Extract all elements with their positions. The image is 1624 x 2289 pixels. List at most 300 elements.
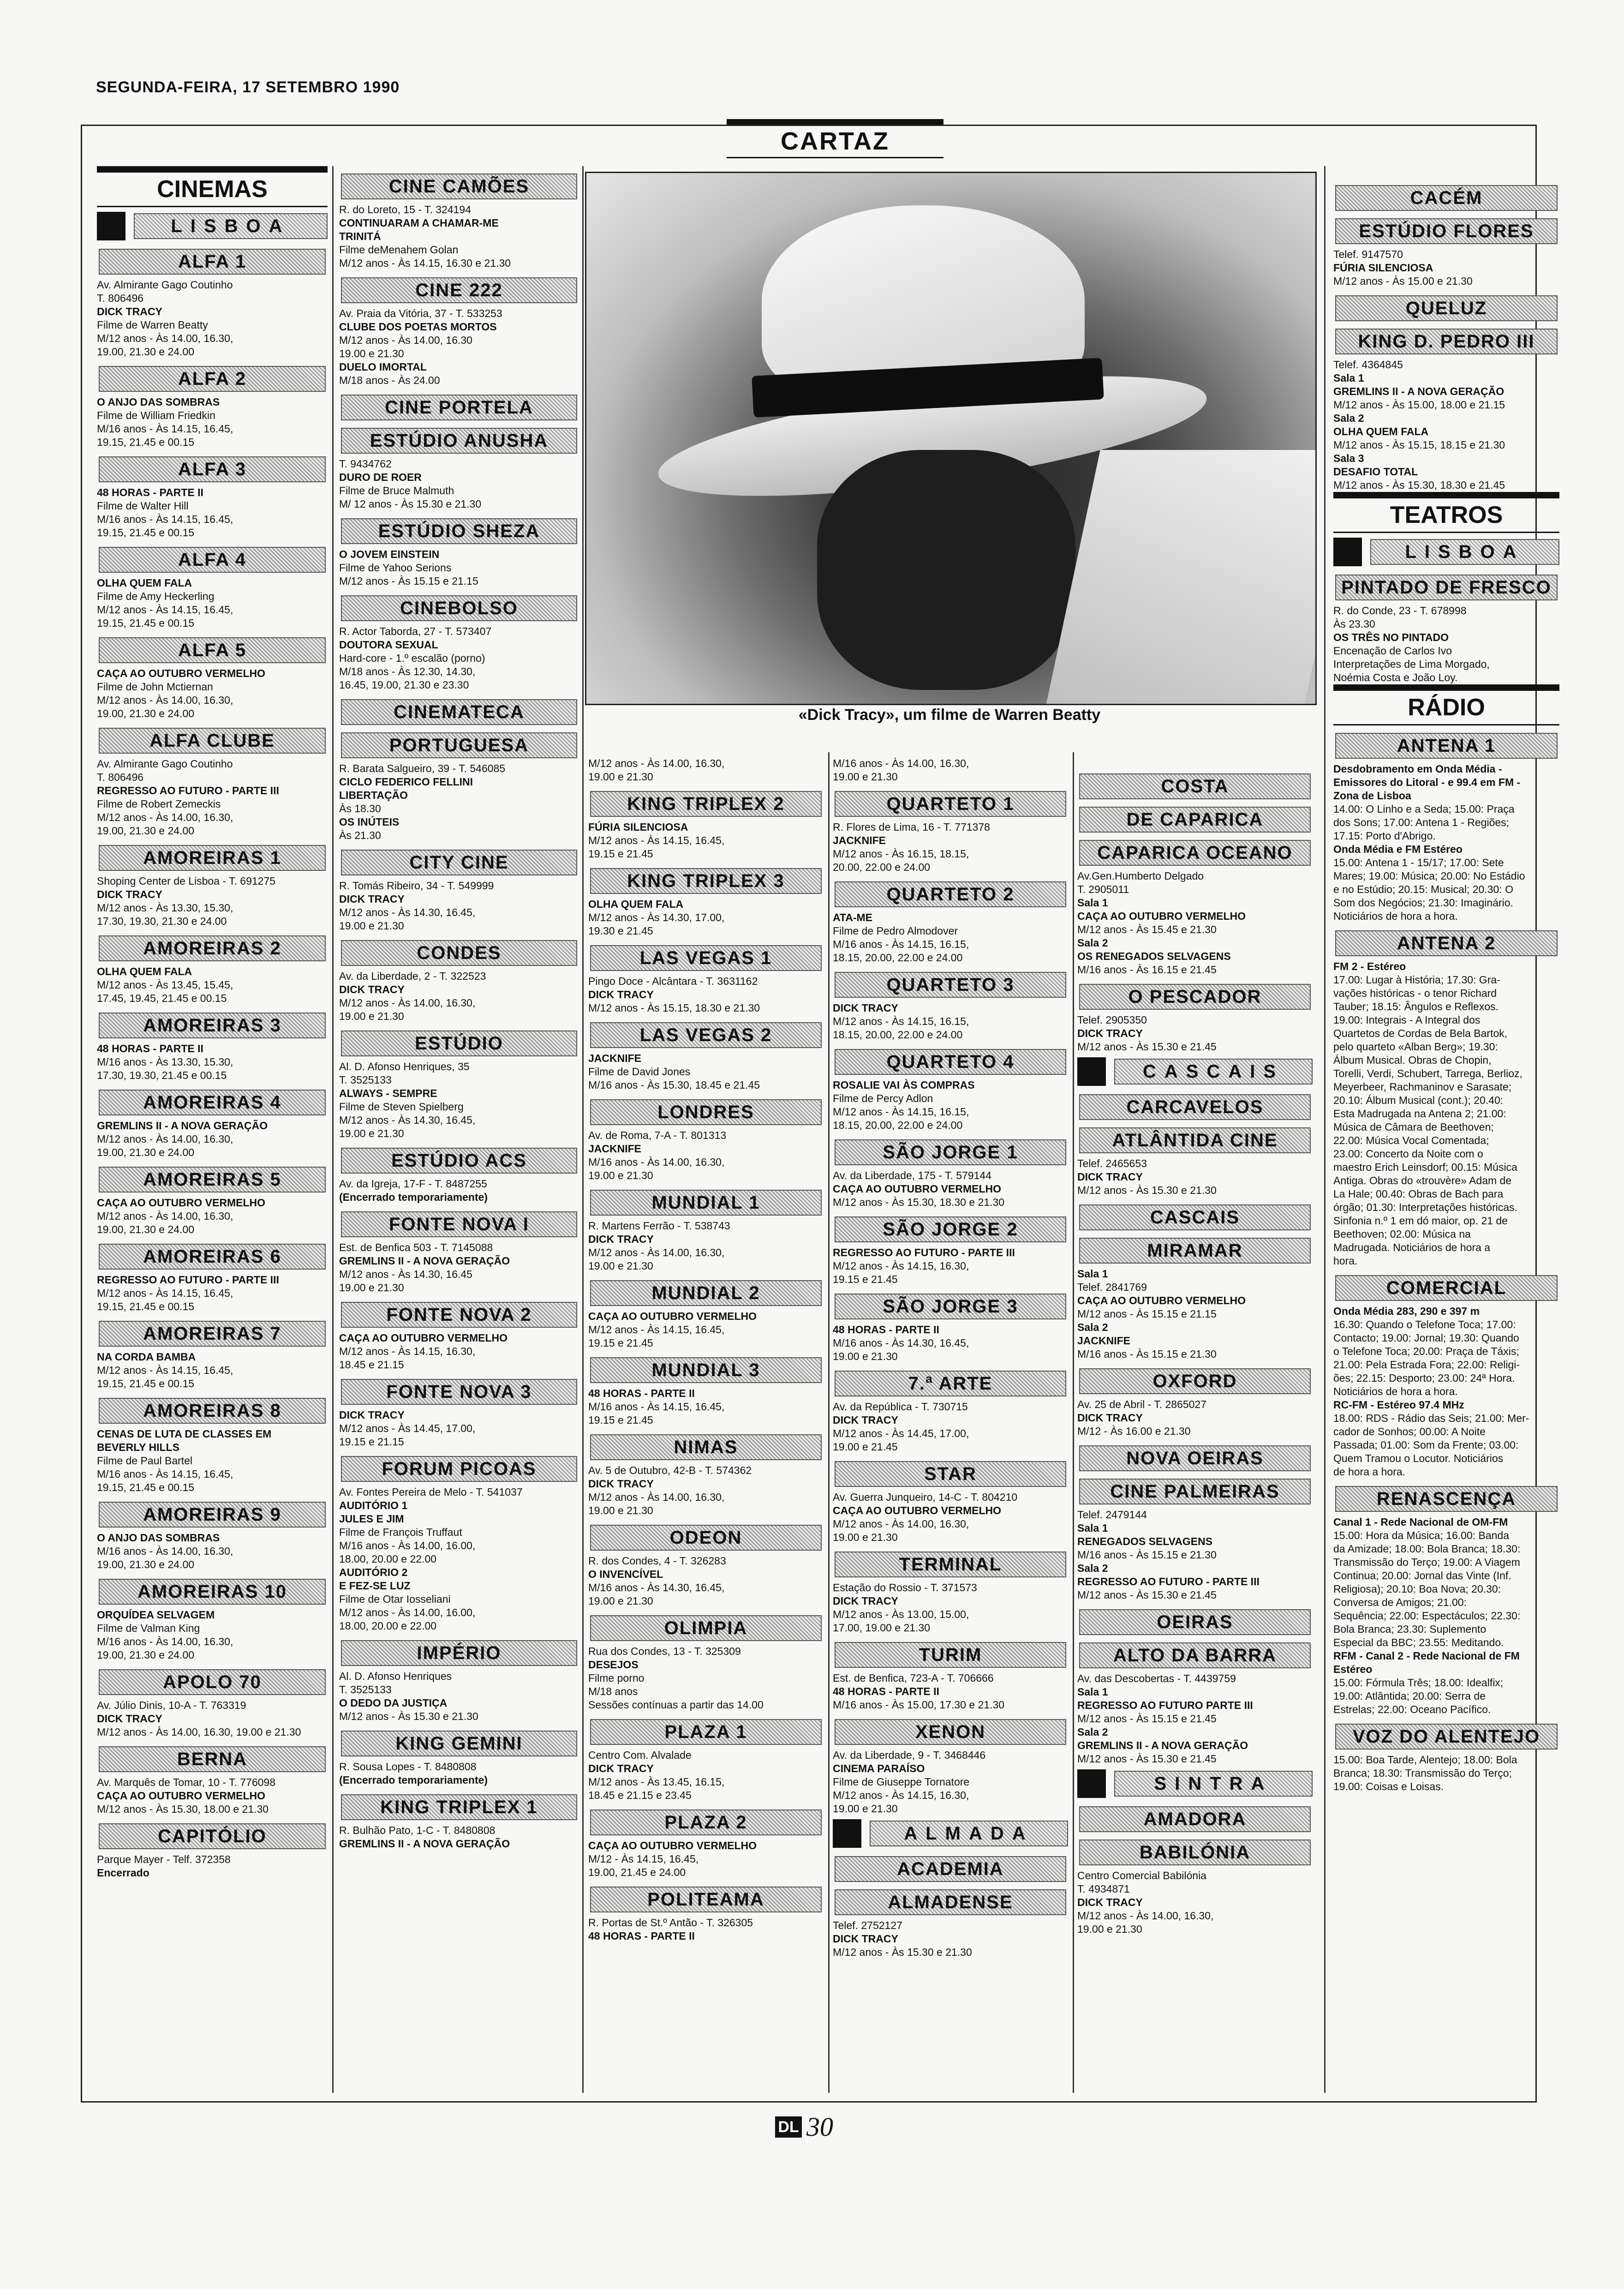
listing-line: 21.00: Pela Estrada Fora; 22.00: Religi- <box>1333 1359 1520 1371</box>
page-number: 30 <box>806 2112 833 2142</box>
listing-line: M/12 anos - Às 14.30, 16.45, <box>339 906 476 918</box>
listing-line: 19.00, 21.30 e 24.00 <box>97 825 195 837</box>
venue-name-bar: ESTÚDIO SHEZA <box>341 518 577 544</box>
venue-name-bar: CINE PORTELA <box>341 395 577 420</box>
listing-line: M/16 anos - Às 14.15, 16.45, <box>97 1468 233 1480</box>
venue-name-bar: ESTÚDIO FLORES <box>1335 218 1558 244</box>
black-square-icon <box>833 1819 861 1848</box>
listing-line: Bola Branca; 23.30: Suplemento <box>1333 1623 1487 1635</box>
listing-title: GREMLINS II - A NOVA GERAÇÃO <box>1333 385 1505 397</box>
venue-name-bar: COMERCIAL <box>1335 1275 1558 1301</box>
listing-title: O INVENCÍVEL <box>588 1568 663 1580</box>
listing-title: Sala 2 <box>1077 1321 1108 1333</box>
listing-line: M/12 anos - Às 15.15, 18.15 e 21.30 <box>1333 439 1505 451</box>
listing-title: FÚRIA SILENCIOSA <box>1333 262 1433 274</box>
listing-line: Meyerbeer, Rachmaninov e Sarasate; <box>1333 1081 1512 1093</box>
listing-line: M/12 anos - Às 13.00, 15.00, <box>833 1608 969 1620</box>
venue-name-bar: ALFA 3 <box>99 456 326 482</box>
listing-line: Torelli, Verdi, Schubert, Tarrega, Berlioz, <box>1333 1067 1522 1079</box>
listing-line: M/12 anos - Às 14.00, 16.30, <box>97 811 233 823</box>
listing-line: 19.00, 21.30 e 24.00 <box>97 346 195 358</box>
listing-line: Filme de William Friedkin <box>97 409 215 421</box>
listing-title: O ANJO DAS SOMBRAS <box>97 396 220 408</box>
listing-line: M/12 anos - Às 14.00, 16.30, <box>1077 1910 1214 1922</box>
listing-title: E FEZ-SE LUZ <box>339 1580 411 1592</box>
venue-name-bar: ACADEMIA <box>835 1856 1066 1882</box>
listing-title: O JOVEM EINSTEIN <box>339 548 440 560</box>
listing-line: Encenação de Carlos Ivo <box>1333 645 1452 657</box>
listing-line: M/12 anos - Às 14.00, 16.30, <box>588 1246 725 1258</box>
listing-line: Av. Guerra Junqueiro, 14-C - T. 804210 <box>833 1491 1018 1503</box>
listing-line: R. Portas de St.º Antão - T. 326305 <box>588 1917 753 1929</box>
venue-name-bar: AMOREIRAS 2 <box>99 935 326 961</box>
listing-title: Sala 1 <box>1077 1686 1108 1698</box>
listing-line: 19.00 e 21.30 <box>339 1010 404 1022</box>
listing-line: 18.45 e 21.15 <box>339 1359 404 1371</box>
listing-line: M/12 - Às 16.00 e 21.30 <box>1077 1425 1191 1437</box>
listing-line: da Amizade; 18.00: Bola Branca; 18.30: <box>1333 1543 1521 1555</box>
listing-title: Encerrado <box>97 1867 149 1879</box>
listing-title: BEVERLY HILLS <box>97 1441 179 1453</box>
listing-line: Religiosa); 20.10: Boa Nova; 20.30: <box>1333 1583 1501 1595</box>
listing-line: Filme de Giuseppe Tornatore <box>833 1776 970 1788</box>
listing-line: M/16 anos - Às 15.15 e 21.30 <box>1077 1348 1217 1360</box>
listing-title: O ANJO DAS SOMBRAS <box>97 1532 220 1544</box>
listing-line: M/18 anos <box>588 1685 638 1697</box>
listing-line: 19.00 e 21.30 <box>1077 1923 1142 1935</box>
listing-line: órgão; 01.30: Interpretações históricas. <box>1333 1201 1517 1213</box>
listing-line: Av. da Liberdade, 9 - T. 3468446 <box>833 1749 986 1761</box>
listing-line: M/12 anos - Às 14.15, 16.45, <box>97 1287 233 1299</box>
listing-title: 48 HORAS - PARTE II <box>97 486 203 498</box>
listing-line: M/16 anos - Às 14.30, 16.45, <box>588 1582 725 1594</box>
listing-title: DOUTORA SEXUAL <box>339 639 438 651</box>
listing-title: GREMLINS II - A NOVA GERAÇÃO <box>339 1838 510 1850</box>
listing-line: cador de Sonhos; 00.00: A Noite <box>1333 1426 1486 1438</box>
listing-line: Av. da República - T. 730715 <box>833 1401 968 1413</box>
listing-title: JACKNIFE <box>588 1052 642 1064</box>
venue-name-bar: ALFA 5 <box>99 637 326 663</box>
listing-title: Canal 1 - Rede Nacional de OM-FM <box>1333 1516 1508 1528</box>
listing-title: Sala 2 <box>1077 1726 1108 1738</box>
venue-name-bar: PLAZA 2 <box>590 1810 822 1835</box>
venue-name-bar: BERNA <box>99 1746 326 1772</box>
venue-name-bar: AMADORA <box>1079 1806 1311 1832</box>
listing-line: Mares; 19.00: Música; 20.00: No Estádio <box>1333 870 1525 882</box>
listing-title: CINEMA PARAÍSO <box>833 1762 925 1774</box>
listing-line: 19.00 e 21.30 <box>339 1127 404 1139</box>
black-square-icon <box>97 212 125 240</box>
listing-line: R. Flores de Lima, 16 - T. 771378 <box>833 821 990 833</box>
venue-name-bar: AMOREIRAS 1 <box>99 845 326 871</box>
listing-title: Emissores do Litoral - e 99.4 em FM - <box>1333 776 1521 788</box>
listing-line: 19.15 e 21.45 <box>588 848 653 860</box>
listing-title: OS RENEGADOS SELVAGENS <box>1077 950 1231 962</box>
venue-name-bar: DE CAPARICA <box>1079 807 1311 833</box>
listing-line: 19.00 e 21.30 <box>588 1504 653 1516</box>
listing-title: DICK TRACY <box>1077 1412 1143 1424</box>
listing-line: Noémia Costa e João Loy. <box>1333 671 1458 683</box>
listing-line: Filme de Steven Spielberg <box>339 1101 464 1113</box>
listing-title: ROSALIE VAI ÀS COMPRAS <box>833 1079 975 1091</box>
listing-title: CAÇA AO OUTUBRO VERMELHO <box>833 1183 1002 1195</box>
column-divider <box>332 166 334 2093</box>
listing-title: Sala 1 <box>1077 1522 1108 1534</box>
listing-line: M/12 anos - Às 14.15, 16.45, <box>97 1364 233 1376</box>
listing-title: CAÇA AO OUTUBRO VERMELHO <box>1077 1294 1246 1306</box>
listing-title: Sala 1 <box>1077 897 1108 909</box>
listing-line: Telef. 2465653 <box>1077 1157 1147 1169</box>
listing-line: Av. 5 de Outubro, 42-B - T. 574362 <box>588 1464 752 1476</box>
venue-name-bar: AMOREIRAS 6 <box>99 1244 326 1270</box>
listing-line: Av. da Liberdade, 175 - T. 579144 <box>833 1169 991 1181</box>
listing-line: Madrugada. Noticiários de hora a <box>1333 1241 1491 1253</box>
listing-title: GREMLINS II - A NOVA GERAÇÃO <box>1077 1739 1248 1751</box>
listing-line: Rua dos Condes, 13 - T. 325309 <box>588 1645 741 1657</box>
venue-name-bar: PLAZA 1 <box>590 1719 822 1745</box>
listing-line: 19.00, 21.45 e 24.00 <box>588 1866 686 1878</box>
listing-title: DURO DE ROER <box>339 471 422 483</box>
listing-title: 48 HORAS - PARTE II <box>833 1685 939 1697</box>
listing-line: 22.00: Música Vocal Comentada; <box>1333 1134 1489 1146</box>
listing-title: DICK TRACY <box>833 1002 898 1014</box>
listing-line: Filme de François Truffaut <box>339 1526 462 1538</box>
section-heading: RÁDIO <box>1333 684 1559 725</box>
listing-title: REGRESSO AO FUTURO - PARTE III <box>833 1246 1015 1258</box>
listing-title: DICK TRACY <box>833 1595 898 1607</box>
listing-line: M/12 anos - Às 15.30 e 21.45 <box>1077 1041 1217 1053</box>
venue-name-bar: BABILÓNIA <box>1079 1840 1311 1865</box>
venue-name-bar: CACÉM <box>1335 185 1558 211</box>
column-divider <box>828 752 830 2093</box>
listing-line: Especial da BBC; 23.55: Meditando. <box>1333 1636 1504 1648</box>
venue-name-bar: MUNDIAL 2 <box>590 1280 822 1306</box>
venue-name-bar: VOZ DO ALENTEJO <box>1335 1724 1558 1750</box>
listing-line: Av. Marquês de Tomar, 10 - T. 776098 <box>97 1776 275 1788</box>
venue-name-bar: QUELUZ <box>1335 295 1558 321</box>
listing-title: JACKNIFE <box>1077 1335 1131 1347</box>
listing-line: Telef. 9147570 <box>1333 248 1403 260</box>
listing-line: 23.00: Concerto da Noite com o <box>1333 1148 1483 1160</box>
listing-line: Estrelas; 22.00: Oceano Pacífico. <box>1333 1703 1491 1715</box>
listing-line: 15.00: Antena 1 - 15/17; 17.00: Sete <box>1333 857 1504 869</box>
listing-line: 17.30, 19.30, 21.45 e 00.15 <box>97 1069 227 1081</box>
listing-line: 19.00 e 21.30 <box>339 348 404 360</box>
listing-title: DICK TRACY <box>833 1414 898 1426</box>
listing-line: M/12 anos - Às 16.15, 18.15, <box>833 848 969 860</box>
listing-line: Às 21.30 <box>339 829 381 841</box>
venue-name-bar: MUNDIAL 1 <box>590 1190 822 1216</box>
listing-line: Filme de Valman King <box>97 1622 200 1634</box>
listing-line: M/12 anos - Às 14.00, 16.00, <box>339 1606 476 1618</box>
listing-line: Centro Comercial Babilónia <box>1077 1870 1206 1882</box>
listing-line: Continua; 20.00: Jornal das Vinte (Inf. <box>1333 1570 1511 1582</box>
venue-name-bar: KING D. PEDRO III <box>1335 329 1558 354</box>
listing-line: Telef. 2905350 <box>1077 1014 1147 1026</box>
listing-line: 14.00: O Linho e a Seda; 15.00: Praça <box>1333 803 1515 815</box>
listing-line: Interpretações de Lima Morgado, <box>1333 658 1490 670</box>
listing-line: 18.45 e 21.15 e 23.45 <box>588 1789 692 1801</box>
venue-name-bar: SÃO JORGE 2 <box>835 1216 1066 1242</box>
listing-line: M/12 anos - Às 14.15, 16.30, <box>339 1345 476 1357</box>
listing-line: M/12 anos - Às 15.30 e 21.45 <box>1077 1589 1217 1601</box>
listing-title: Onda Média e FM Estéreo <box>1333 843 1463 855</box>
listing-line: M/12 anos - Às 15.15 e 21.15 <box>1077 1308 1217 1320</box>
listing-line: Al. D. Afonso Henriques, 35 <box>339 1061 470 1073</box>
listing-title: DICK TRACY <box>1077 1027 1143 1039</box>
listing-line: 19.00 e 21.30 <box>833 771 898 783</box>
listing-line: Telef. 2841769 <box>1077 1281 1147 1293</box>
listing-line: Av. da Liberdade, 2 - T. 322523 <box>339 970 486 982</box>
black-square-icon <box>1077 1057 1106 1086</box>
venue-name-bar: AMOREIRAS 4 <box>99 1090 326 1115</box>
listing-line: M/12 anos - Às 14.15, 16.30, <box>833 1260 969 1272</box>
listing-title: Sala 1 <box>1077 1268 1108 1280</box>
venue-name-bar: LONDRES <box>590 1099 822 1125</box>
listing-line: 19.00: Atlântida; 20.00: Serra de <box>1333 1690 1486 1702</box>
venue-name-bar: QUARTETO 2 <box>835 881 1066 907</box>
listing-line: Telef. 4364845 <box>1333 359 1403 371</box>
listing-line: M/16 anos - Às 14.30, 16.45, <box>833 1337 969 1349</box>
listing-column-5 <box>1077 766 1313 1936</box>
venue-name-bar: RENASCENÇA <box>1335 1486 1558 1512</box>
listing-line: 19.00, 21.30 e 24.00 <box>97 1558 195 1570</box>
listing-title: CICLO FEDERICO FELLINI <box>339 776 473 788</box>
listing-line: Filme de David Jones <box>588 1066 691 1078</box>
listing-line: 19.15 e 21.45 <box>588 1414 653 1426</box>
listing-title: JACKNIFE <box>588 1143 642 1155</box>
venue-name-bar: FONTE NOVA 2 <box>341 1302 577 1328</box>
listing-line: 19.00 e 21.30 <box>339 920 404 932</box>
venue-name-bar: NIMAS <box>590 1434 822 1460</box>
listing-line: Parque Mayer - Telf. 372358 <box>97 1853 231 1865</box>
black-square-icon <box>1333 538 1362 566</box>
black-square-icon <box>1077 1769 1106 1798</box>
header-date: SEGUNDA-FEIRA, 17 SETEMBRO 1990 <box>96 78 400 96</box>
listing-line: 18.00: RDS - Rádio das Seis; 21.00: Mer- <box>1333 1412 1529 1424</box>
listing-line: M/ 12 anos - Às 15.30 e 21.30 <box>339 498 482 510</box>
listing-line: M/12 anos - Às 14.30, 16.45 <box>339 1268 472 1280</box>
listing-line: Noticiários de hora a hora. <box>1333 910 1458 922</box>
listing-line: Av. Praia da Vitória, 37 - T. 533253 <box>339 307 502 319</box>
venue-name-bar: PORTUGUESA <box>341 732 577 758</box>
listing-line: o Telefone Toca; 20.00: Praça de Táxis; <box>1333 1345 1519 1357</box>
listing-title: CAÇA AO OUTUBRO VERMELHO <box>97 1197 266 1209</box>
listing-line: M/12 anos - Às 14.15, 16.30, <box>833 1789 969 1801</box>
listing-title: Desdobramento em Onda Média - <box>1333 763 1502 775</box>
listing-line: 19.15 e 21.45 <box>833 1273 898 1285</box>
listing-title: DICK TRACY <box>339 1409 405 1421</box>
listing-line: Pingo Doce - Alcântara - T. 3631162 <box>588 975 758 987</box>
listing-title: REGRESSO AO FUTURO PARTE III <box>1077 1699 1253 1711</box>
listing-title: DICK TRACY <box>97 1713 162 1725</box>
venue-name-bar: CARCAVELOS <box>1079 1094 1311 1120</box>
listing-line: Av.Gen.Humberto Delgado <box>1077 870 1204 882</box>
venue-name-bar: OXFORD <box>1079 1368 1311 1394</box>
listing-line: M/16 anos - Às 15.00, 17.30 e 21.30 <box>833 1699 1005 1711</box>
listing-line: vações históricas - o tenor Richard <box>1333 987 1497 999</box>
listing-line: M/12 anos - Às 15.30, 18.30 e 21.30 <box>833 1196 1005 1208</box>
venue-name-bar: CASCAIS <box>1079 1204 1311 1230</box>
listing-line: Av. Fontes Pereira de Melo - T. 541037 <box>339 1486 523 1498</box>
listing-title: RFM - Canal 2 - Rede Nacional de FM <box>1333 1650 1520 1662</box>
venue-name-bar: CINE 222 <box>341 277 577 303</box>
listing-line: 18.15, 20.00, 22.00 e 24.00 <box>833 1119 963 1131</box>
listing-title: CAÇA AO OUTUBRO VERMELHO <box>339 1332 508 1344</box>
listing-line: 19.00, 21.30 e 24.00 <box>97 707 195 719</box>
listing-line: Quartetos de Cordas de Bela Bartok, <box>1333 1027 1508 1039</box>
listing-line: R. do Conde, 23 - T. 678998 <box>1333 605 1467 617</box>
listing-title: CAÇA AO OUTUBRO VERMELHO <box>588 1310 757 1322</box>
listing-line: M/12 anos - Às 14.00, 16.30, <box>588 1491 725 1503</box>
listing-line: M/12 anos - Às 14.00, 16.30, <box>97 332 233 344</box>
section-heading: CINEMAS <box>97 166 328 207</box>
venue-name-bar: ESTÚDIO ACS <box>341 1148 577 1174</box>
listing-title: OS TRÊS NO PINTADO <box>1333 631 1449 643</box>
listing-line: T. 4934871 <box>1077 1883 1130 1895</box>
venue-name-bar: ALFA 1 <box>99 249 326 275</box>
listing-title: CAÇA AO OUTUBRO VERMELHO <box>97 667 266 679</box>
listing-line: M/12 anos - Às 14.00, 16.30, 19.00 e 21.30 <box>97 1726 301 1738</box>
venue-name-bar: ESTÚDIO <box>341 1031 577 1056</box>
listing-line: M/12 anos - Às 14.45, 17.00, <box>833 1427 969 1439</box>
listing-line: Centro Com. Alvalade <box>588 1749 692 1761</box>
newspaper-logo: DL <box>775 2116 802 2138</box>
listing-title: JULES E JIM <box>339 1513 404 1525</box>
listing-line: Música de Câmara de Beethoven; <box>1333 1121 1494 1133</box>
venue-name-bar: PINTADO DE FRESCO <box>1335 575 1558 600</box>
coat-shape <box>1041 450 1317 705</box>
listing-title: DICK TRACY <box>588 1233 654 1245</box>
listing-line: M/16 anos - Às 15.30, 18.45 e 21.45 <box>588 1079 760 1091</box>
listing-title: OLHA QUEM FALA <box>97 965 192 977</box>
listing-line: 19.00: Coisas e Loisas. <box>1333 1780 1444 1792</box>
listing-title: 48 HORAS - PARTE II <box>97 1043 203 1055</box>
venue-name-bar: NOVA OEIRAS <box>1079 1445 1311 1471</box>
listing-line: M/12 anos - Às 15.30, 18.00 e 21.30 <box>97 1803 269 1815</box>
listing-title: CAÇA AO OUTUBRO VERMELHO <box>833 1504 1002 1516</box>
listing-title: Sala 1 <box>1333 372 1364 384</box>
listing-line: M/16 anos - Às 14.00, 16.30, <box>833 757 969 769</box>
listing-title: JACKNIFE <box>833 834 886 846</box>
listing-line: Telef. 2752127 <box>833 1919 902 1931</box>
listing-line: 15.00: Fórmula Três; 18.00: Idealfix; <box>1333 1677 1504 1689</box>
listing-title: CLUBE DOS POETAS MORTOS <box>339 321 497 333</box>
listing-line: M/12 anos - Às 14.15, 16.30 e 21.30 <box>339 257 511 269</box>
listing-title: ATA-ME <box>833 911 873 923</box>
venue-name-bar: LAS VEGAS 2 <box>590 1022 822 1048</box>
listing-title: TRINITÁ <box>339 230 381 242</box>
listing-line: 19.00, 21.30 e 24.00 <box>97 1223 195 1235</box>
venue-name-bar: CITY CINE <box>341 850 577 875</box>
listing-line: R. Bulhão Pato, 1-C - T. 8480808 <box>339 1824 496 1836</box>
column-divider <box>582 166 584 2093</box>
listing-title: CAÇA AO OUTUBRO VERMELHO <box>588 1840 757 1852</box>
listing-line: Filme de Warren Beatty <box>97 319 208 331</box>
venue-name-bar: AMOREIRAS 8 <box>99 1398 326 1424</box>
listing-title: DICK TRACY <box>833 1933 898 1945</box>
venue-name-bar: ATLÂNTIDA CINE <box>1079 1127 1311 1153</box>
listing-line: Filme de Percy Adlon <box>833 1092 933 1104</box>
listing-line: 15.00: Boa Tarde, Alentejo; 18.00: Bola <box>1333 1754 1517 1766</box>
listing-line: 19.15, 21.45 e 00.15 <box>97 1481 195 1493</box>
listing-line: 19.30 e 21.45 <box>588 925 653 937</box>
city-name: LISBOA <box>1370 539 1559 565</box>
venue-name-bar: ALFA CLUBE <box>99 728 326 754</box>
listing-line: 19.00 e 21.30 <box>833 1350 898 1362</box>
venue-name-bar: MIRAMAR <box>1079 1238 1311 1264</box>
listing-title: OLHA QUEM FALA <box>97 577 192 589</box>
listing-title: OLHA QUEM FALA <box>588 898 684 910</box>
listing-line: M/12 - Às 14.15, 16.45, <box>588 1853 699 1865</box>
listing-line: 16.30: Quando o Telefone Toca; 17.00: <box>1333 1318 1516 1330</box>
listing-line: 19.00 e 21.30 <box>588 771 653 783</box>
listing-title: DICK TRACY <box>588 989 654 1001</box>
listing-line: R. Martens Ferrão - T. 538743 <box>588 1220 730 1232</box>
listing-column-3 <box>588 757 824 1943</box>
venue-name-bar: MUNDIAL 3 <box>590 1357 822 1383</box>
listing-line: M/12 anos - Às 14.15, 16.15, <box>833 1106 969 1118</box>
listing-line: Av. 25 de Abril - T. 2865027 <box>1077 1398 1207 1410</box>
listing-line: 19.15 e 21.45 <box>588 1337 653 1349</box>
listing-line: 19.15, 21.45 e 00.15 <box>97 436 195 448</box>
listing-line: M/12 anos - Às 15.30, 18.30 e 21.45 <box>1333 479 1505 491</box>
listing-line: M/16 anos - Às 14.15, 16.45, <box>97 423 233 435</box>
listing-line: dos Sons; 17.00: Antena 1 - Regiões; <box>1333 816 1510 828</box>
listing-title: ORQUÍDEA SELVAGEM <box>97 1609 215 1621</box>
listing-line: M/12 anos - Às 15.30 e 21.30 <box>339 1710 478 1722</box>
listing-line: M/16 anos - Às 16.15 e 21.45 <box>1077 964 1217 976</box>
venue-name-bar: COSTA <box>1079 773 1311 799</box>
listing-line: Filme de Robert Zemeckis <box>97 798 221 810</box>
listing-title: O DEDO DA JUSTIÇA <box>339 1697 448 1709</box>
listing-line: e no Estúdio; 20.15: Musical; 20.30: O <box>1333 883 1513 895</box>
listing-title: DICK TRACY <box>97 888 162 900</box>
venue-name-bar: CONDES <box>341 940 577 966</box>
listing-title: Estéreo <box>1333 1663 1373 1675</box>
venue-name-bar: ESTÚDIO ANUSHA <box>341 428 577 454</box>
venue-name-bar: STAR <box>835 1461 1066 1487</box>
listing-line: 18.15, 20.00, 22.00 e 24.00 <box>833 952 963 964</box>
listing-line: Filme de Walter Hill <box>97 500 189 512</box>
listing-title: DESEJOS <box>588 1659 639 1671</box>
listing-line: 19.15 e 21.15 <box>339 1436 404 1448</box>
listing-line: M/12 anos - Às 14.00, 16.30 <box>339 334 472 346</box>
listing-title: Onda Média 283, 290 e 397 m <box>1333 1305 1480 1317</box>
listing-line: Filme de Pedro Almodover <box>833 925 958 937</box>
listing-title: RENEGADOS SELVAGENS <box>1077 1535 1213 1547</box>
listing-line: R. Tomás Ribeiro, 34 - T. 549999 <box>339 880 494 892</box>
listing-line: Av. de Roma, 7-A - T. 801313 <box>588 1129 727 1141</box>
listing-column-2 <box>339 166 579 1851</box>
listing-line: Às 23.30 <box>1333 618 1375 630</box>
listing-title: Zona de Lisboa <box>1333 790 1411 802</box>
venue-name-bar: AMOREIRAS 3 <box>99 1013 326 1038</box>
listing-line: R. Actor Taborda, 27 - T. 573407 <box>339 625 492 637</box>
listing-line: M/12 anos - Às 14.15, 16.45, <box>97 604 233 616</box>
listing-title: DICK TRACY <box>588 1478 654 1490</box>
cartaz-bottom-rule <box>727 157 943 158</box>
listing-title: CENAS DE LUTA DE CLASSES EM <box>97 1428 272 1440</box>
listing-line: 19.15, 21.45 e 00.15 <box>97 1300 195 1312</box>
face-shadow-shape <box>817 450 1075 690</box>
listing-line: 19.15, 21.45 e 00.15 <box>97 527 195 539</box>
listing-line: M/12 anos - Às 15.00, 18.00 e 21.15 <box>1333 399 1505 411</box>
venue-name-bar: 7.ª ARTE <box>835 1371 1066 1396</box>
listing-line: Av. da Igreja, 17-F - T. 8487255 <box>339 1178 487 1190</box>
listing-title: 48 HORAS - PARTE II <box>833 1324 939 1336</box>
listing-line: Estação do Rossio - T. 371573 <box>833 1582 977 1594</box>
